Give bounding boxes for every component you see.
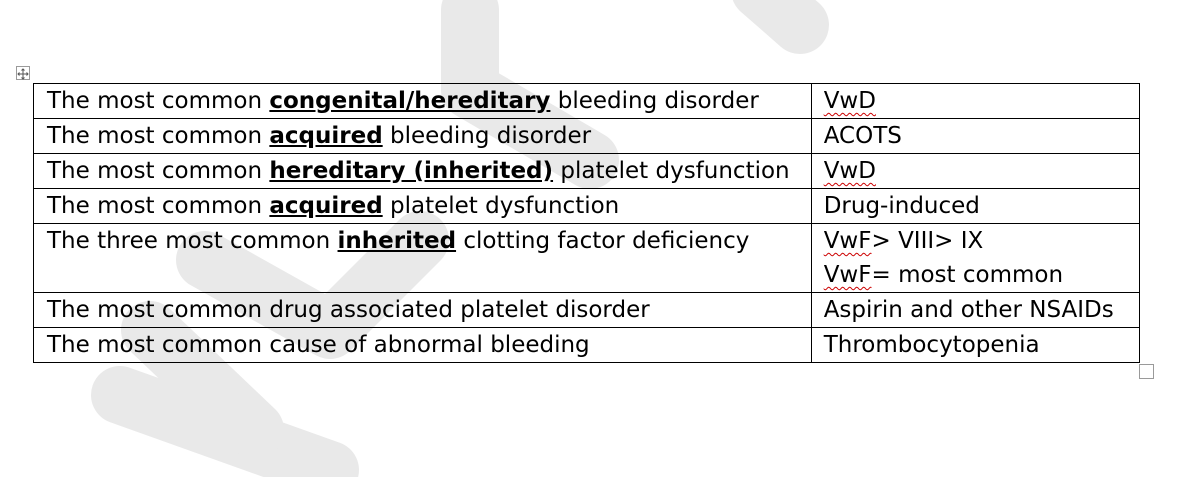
watermark-stroke-5 — [760, 0, 800, 25]
emphasized-term: congenital/hereditary — [269, 88, 551, 114]
answer-cell[interactable] — [811, 328, 1139, 363]
table-resize-handle[interactable] — [1139, 364, 1154, 379]
move-arrows-icon — [17, 68, 29, 80]
question-cell[interactable] — [34, 189, 812, 224]
question-cell[interactable] — [34, 328, 812, 363]
question-text: The most common cause of abnormal bleeding — [47, 332, 590, 358]
answer-text: Thrombocytopenia — [823, 332, 1040, 358]
answer-term: VwF — [823, 262, 872, 288]
answer-cell[interactable] — [811, 154, 1139, 189]
answer-text: Aspirin and other NSAIDs — [823, 297, 1114, 323]
question-cell[interactable] — [34, 154, 812, 189]
question-text: The most common — [47, 88, 270, 114]
table-row — [34, 154, 1140, 189]
answer-text: = most common — [871, 262, 1064, 288]
question-text: platelet dysfunction — [553, 158, 790, 184]
emphasized-term: inherited — [337, 228, 457, 254]
question-cell[interactable] — [34, 84, 812, 119]
answer-text: ACOTS — [823, 123, 902, 149]
table-row — [34, 328, 1140, 363]
emphasized-term: acquired — [269, 193, 383, 219]
answer-text: Drug-induced — [823, 193, 980, 219]
answer-term: VwF — [823, 228, 872, 254]
answer-cell[interactable] — [811, 189, 1139, 224]
table-row — [34, 224, 1140, 293]
question-text: platelet dysfunction — [382, 193, 620, 219]
question-text: The most common — [47, 193, 270, 219]
question-text: The most common — [47, 123, 270, 149]
watermark-stroke-1 — [120, 395, 330, 470]
table-move-handle[interactable] — [16, 66, 30, 80]
answer-text: VwD — [823, 88, 876, 114]
question-text: bleeding disorder — [382, 123, 592, 149]
question-text: The three most common — [47, 228, 338, 254]
answer-cell[interactable] — [811, 293, 1139, 328]
answer-line — [824, 224, 1139, 258]
answer-text: VwD — [823, 158, 876, 184]
table-row — [34, 119, 1140, 154]
question-text: clotting factor deficiency — [456, 228, 750, 254]
fact-table — [33, 83, 1140, 363]
answer-cell[interactable] — [811, 119, 1139, 154]
question-text: bleeding disorder — [550, 88, 759, 114]
table-row — [34, 84, 1140, 119]
question-cell[interactable] — [34, 119, 812, 154]
question-cell[interactable] — [34, 293, 812, 328]
question-text: The most common drug associated platelet disorder — [47, 297, 650, 323]
answer-line — [824, 258, 1139, 292]
answer-text: > VIII> IX — [871, 228, 984, 254]
answer-cell[interactable] — [811, 84, 1139, 119]
emphasized-term: acquired — [269, 123, 383, 149]
answer-cell[interactable] — [811, 224, 1139, 293]
emphasized-term: hereditary (inherited) — [269, 158, 554, 184]
question-text: The most common — [47, 158, 270, 184]
question-cell[interactable] — [34, 224, 812, 293]
table-row — [34, 293, 1140, 328]
table-row — [34, 189, 1140, 224]
